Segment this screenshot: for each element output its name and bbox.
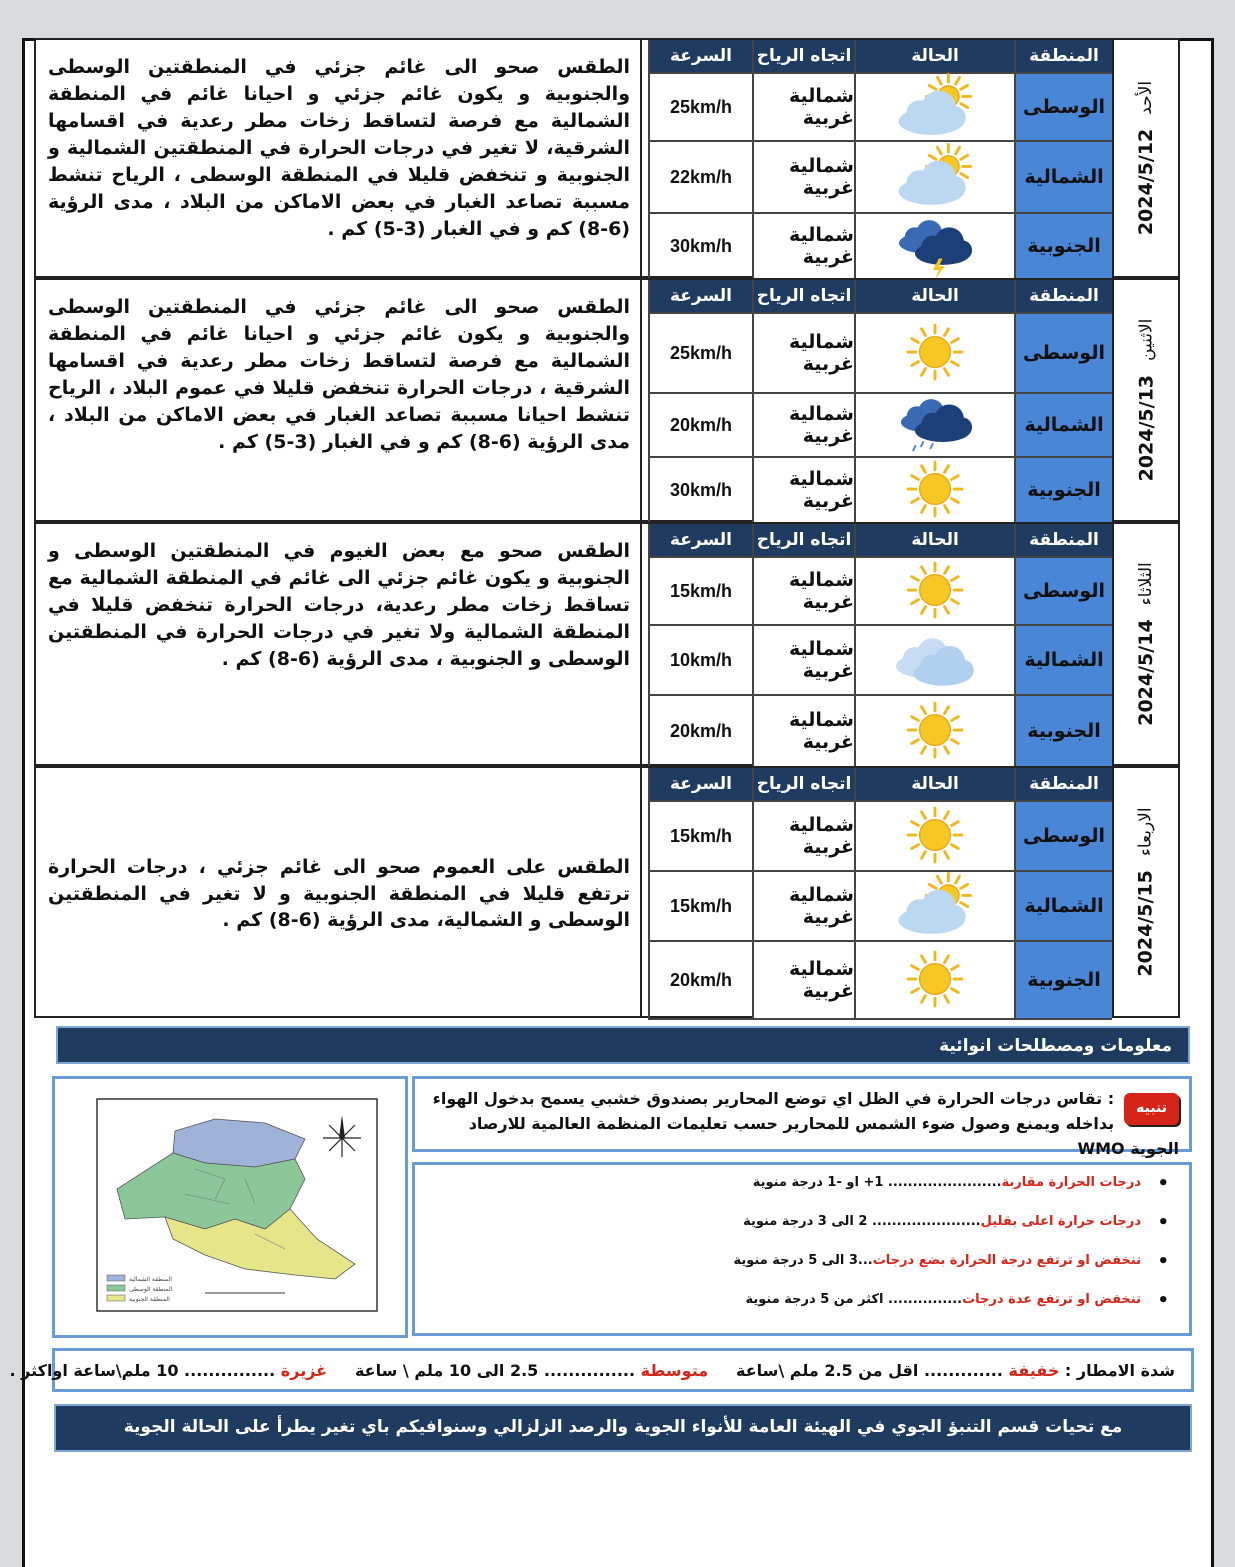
temperature-terms-box	[412, 1162, 1192, 1336]
wind-speed-cell: 20km/h	[648, 696, 752, 768]
condition-cell	[854, 942, 1014, 1020]
note-badge: تنبيه	[1124, 1093, 1179, 1125]
header-wind-direction: اتجاه الرياح	[752, 768, 854, 802]
header-wind-direction: اتجاه الرياح	[752, 280, 854, 314]
header-region: المنطقة	[1014, 280, 1112, 314]
condition-cell	[854, 458, 1014, 524]
wind-speed-cell: 25km/h	[648, 314, 752, 394]
sunny-icon	[887, 319, 983, 387]
wind-speed-cell: 20km/h	[648, 394, 752, 458]
header-region: المنطقة	[1014, 40, 1112, 74]
header-condition: الحالة	[854, 280, 1014, 314]
partly-cloudy-icon	[887, 143, 983, 211]
header-speed: السرعة	[648, 40, 752, 74]
day-date-column	[1112, 280, 1178, 520]
day-date: 2024/5/12	[1135, 128, 1157, 236]
forecast-table	[640, 768, 1112, 1016]
forecast-day-4	[34, 766, 1180, 1018]
wind-speed-cell: 25km/h	[648, 74, 752, 142]
forecast-day-2	[34, 278, 1180, 522]
sunny-icon	[887, 802, 983, 870]
wind-direction-cell: شمالية غربية	[752, 942, 854, 1020]
header-region: المنطقة	[1014, 768, 1112, 802]
day-name: الاربعاء	[1136, 807, 1156, 857]
header-speed: السرعة	[648, 280, 752, 314]
condition-cell	[854, 394, 1014, 458]
sunny-icon	[887, 557, 983, 625]
header-condition: الحالة	[854, 524, 1014, 558]
condition-cell	[854, 142, 1014, 214]
forecast-table	[640, 524, 1112, 764]
wind-direction-cell: شمالية غربية	[752, 394, 854, 458]
day-date-column	[1112, 768, 1178, 1016]
header-speed: السرعة	[648, 768, 752, 802]
wind-direction-cell: شمالية غربية	[752, 802, 854, 872]
condition-cell	[854, 314, 1014, 394]
condition-cell	[854, 626, 1014, 696]
footer-bar	[54, 1404, 1192, 1452]
region-cell: الوسطى	[1014, 802, 1112, 872]
region-cell: الجنوبية	[1014, 696, 1112, 768]
wind-direction-cell: شمالية غربية	[752, 458, 854, 524]
day-date: 2024/5/14	[1135, 619, 1158, 726]
region-cell: الوسطى	[1014, 314, 1112, 394]
header-wind-direction: اتجاه الرياح	[752, 524, 854, 558]
wind-direction-cell: شمالية غربية	[752, 696, 854, 768]
day-date: 2024/5/15	[1135, 870, 1157, 977]
svg-text:المنطقة الوسطى: المنطقة الوسطى	[129, 1286, 173, 1293]
wind-speed-cell: 22km/h	[648, 142, 752, 214]
info-title-bar	[56, 1026, 1190, 1064]
sunny-icon	[887, 697, 983, 765]
forecast-day-3	[34, 522, 1180, 766]
list-item: • درجات حرارة اعلى بقليل...................... 2 الى 3 درجة منوية	[435, 1214, 1169, 1229]
condition-cell	[854, 74, 1014, 142]
thunderstorm-icon	[887, 212, 983, 280]
header-speed: السرعة	[648, 524, 752, 558]
region-cell: الشمالية	[1014, 142, 1112, 214]
sunny-icon	[887, 946, 983, 1014]
header-wind-direction: اتجاه الرياح	[752, 40, 854, 74]
wind-speed-cell: 15km/h	[648, 802, 752, 872]
region-cell: الوسطى	[1014, 558, 1112, 626]
region-cell: الجنوبية	[1014, 458, 1112, 524]
partly-cloudy-icon	[887, 872, 983, 940]
sunny-icon	[887, 456, 983, 524]
forecast-table	[640, 40, 1112, 276]
cloudy-icon	[887, 626, 983, 694]
day-date: 2024/5/13	[1135, 374, 1157, 482]
day-name: الاثنين	[1136, 318, 1156, 361]
wind-speed-cell: 20km/h	[648, 942, 752, 1020]
day-date-column	[1112, 524, 1178, 764]
map-figure	[55, 1079, 405, 1335]
region-cell: الوسطى	[1014, 74, 1112, 142]
rain-cloud-icon	[887, 391, 983, 459]
wind-speed-cell: 30km/h	[648, 458, 752, 524]
forecast-table	[640, 280, 1112, 520]
condition-cell	[854, 696, 1014, 768]
note-text: : تقاس درجات الحرارة في الظل اي توضع المحارير بصندوق خشبي يسمح بدخول الهواء بداخله ويمنع وصول ضوء الشمس للمحارير حسب تعليمات المنظمة العالمية للارصاد الجوية WMO	[432, 1089, 1179, 1158]
region-cell: الشمالية	[1014, 626, 1112, 696]
header-condition: الحالة	[854, 40, 1014, 74]
header-condition: الحالة	[854, 768, 1014, 802]
condition-cell	[854, 214, 1014, 280]
wind-direction-cell: شمالية غربية	[752, 214, 854, 280]
day-name: الثلاثاء	[1136, 562, 1157, 606]
condition-cell	[854, 558, 1014, 626]
wind-direction-cell: شمالية غربية	[752, 314, 854, 394]
partly-cloudy-icon	[887, 73, 983, 141]
list-item: • درجات الحرارة مقاربة....................... 1+ او -1 درجة منوية	[435, 1175, 1169, 1190]
wind-direction-cell: شمالية غربية	[752, 142, 854, 214]
wind-speed-cell: 15km/h	[648, 872, 752, 942]
forecast-day-1	[34, 38, 1180, 278]
region-cell: الشمالية	[1014, 394, 1112, 458]
list-item: • تنخفض او ترتفع عدة درجات............... اكثر من 5 درجة منوية	[435, 1292, 1169, 1307]
info-title: معلومات ومصطلحات انوائية	[939, 1036, 1172, 1056]
day-description: الطقس صحو الى غائم جزئي في المنطقتين الوسطى والجنوبية و يكون غائم جزئي و احيانا غائم في المنطقة الشمالية مع فرصة لتساقط زخات مطر رعدية في اقسامها الشرقية ، درجات الحرارة تنخفض قليلا في عموم البلاد ، الرياح تنشط احيانا مسببة تصاعد الغبار في بعض الاماكن من البلاد ، مدى الرؤية (6-8) كم و في الغبار (3-5) كم .	[48, 296, 630, 453]
region-cell: الجنوبية	[1014, 942, 1112, 1020]
wind-speed-cell: 30km/h	[648, 214, 752, 280]
note-box	[412, 1076, 1192, 1158]
svg-text:المنطقة الجنوبية: المنطقة الجنوبية	[129, 1296, 170, 1303]
day-description: الطقس على العموم صحو الى غائم جزئي ، درجات الحرارة ترتفع قليلا في المنطقة الجنوبية و لا تغير في المنطقتين الوسطى و الشمالية، مدى الرؤية (6-8) كم .	[48, 855, 630, 932]
rain-intensity-box: شدة الامطار : خفيفة ............. اقل من 2.5 ملم \ساعة متوسطة ............... 2.5 الى 10 ملم \ ساعة غزيرة ............... 10 ملم\ساعة اواكثر .	[52, 1348, 1194, 1392]
footer-text: مع تحيات قسم التنبؤ الجوي في الهيئة العامة للأنواء الجوية والرصد الزلزالي وسنوافيكم باي تغير يطرأ على الحالة الجوية	[123, 1417, 1123, 1437]
wind-direction-cell: شمالية غربية	[752, 74, 854, 142]
day-date-column	[1112, 40, 1178, 276]
day-description: الطقس صحو مع بعض الغيوم في المنطقتين الوسطى و الجنوبية و يكون غائم جزئي الى غائم في المنطقة الشمالية مع تساقط زخات مطر رعدية، درجات الحرارة تنخفض قليلا في المنطقة الشمالية ولا تغير في درجات الحرارة في المنطقتين الوسطى و الجنوبية ، مدى الرؤية (6-8) كم .	[48, 540, 630, 670]
day-name: الأحد	[1136, 80, 1156, 115]
wind-direction-cell: شمالية غربية	[752, 558, 854, 626]
region-cell: الشمالية	[1014, 872, 1112, 942]
day-description: الطقس صحو الى غائم جزئي في المنطقتين الوسطى والجنوبية و يكون غائم جزئي و احيانا غائم في المنطقة الشمالية مع فرصة لتساقط زخات مطر رعدية في اقسامها الشرقية، لا تغير في درجات الحرارة في المنطقتين الشمالية و الجنوبية و تنخفض قليلا في المنطقة الوسطى ، الرياح تنشط مسببة تصاعد الغبار في بعض الاماكن من البلاد ، مدى الرؤية (6-8) كم و في الغبار (3-5) كم .	[48, 56, 630, 240]
svg-text:المنطقة الشمالية: المنطقة الشمالية	[129, 1276, 172, 1283]
wind-direction-cell: شمالية غربية	[752, 626, 854, 696]
condition-cell	[854, 802, 1014, 872]
wind-direction-cell: شمالية غربية	[752, 872, 854, 942]
region-cell: الجنوبية	[1014, 214, 1112, 280]
iraq-regions-map	[52, 1076, 408, 1338]
list-item: • تنخفض او ترتفع درجة الحرارة بضع درجات...3 الى 5 درجة منوية	[435, 1253, 1169, 1268]
condition-cell	[854, 872, 1014, 942]
wind-speed-cell: 15km/h	[648, 558, 752, 626]
header-region: المنطقة	[1014, 524, 1112, 558]
wind-speed-cell: 10km/h	[648, 626, 752, 696]
